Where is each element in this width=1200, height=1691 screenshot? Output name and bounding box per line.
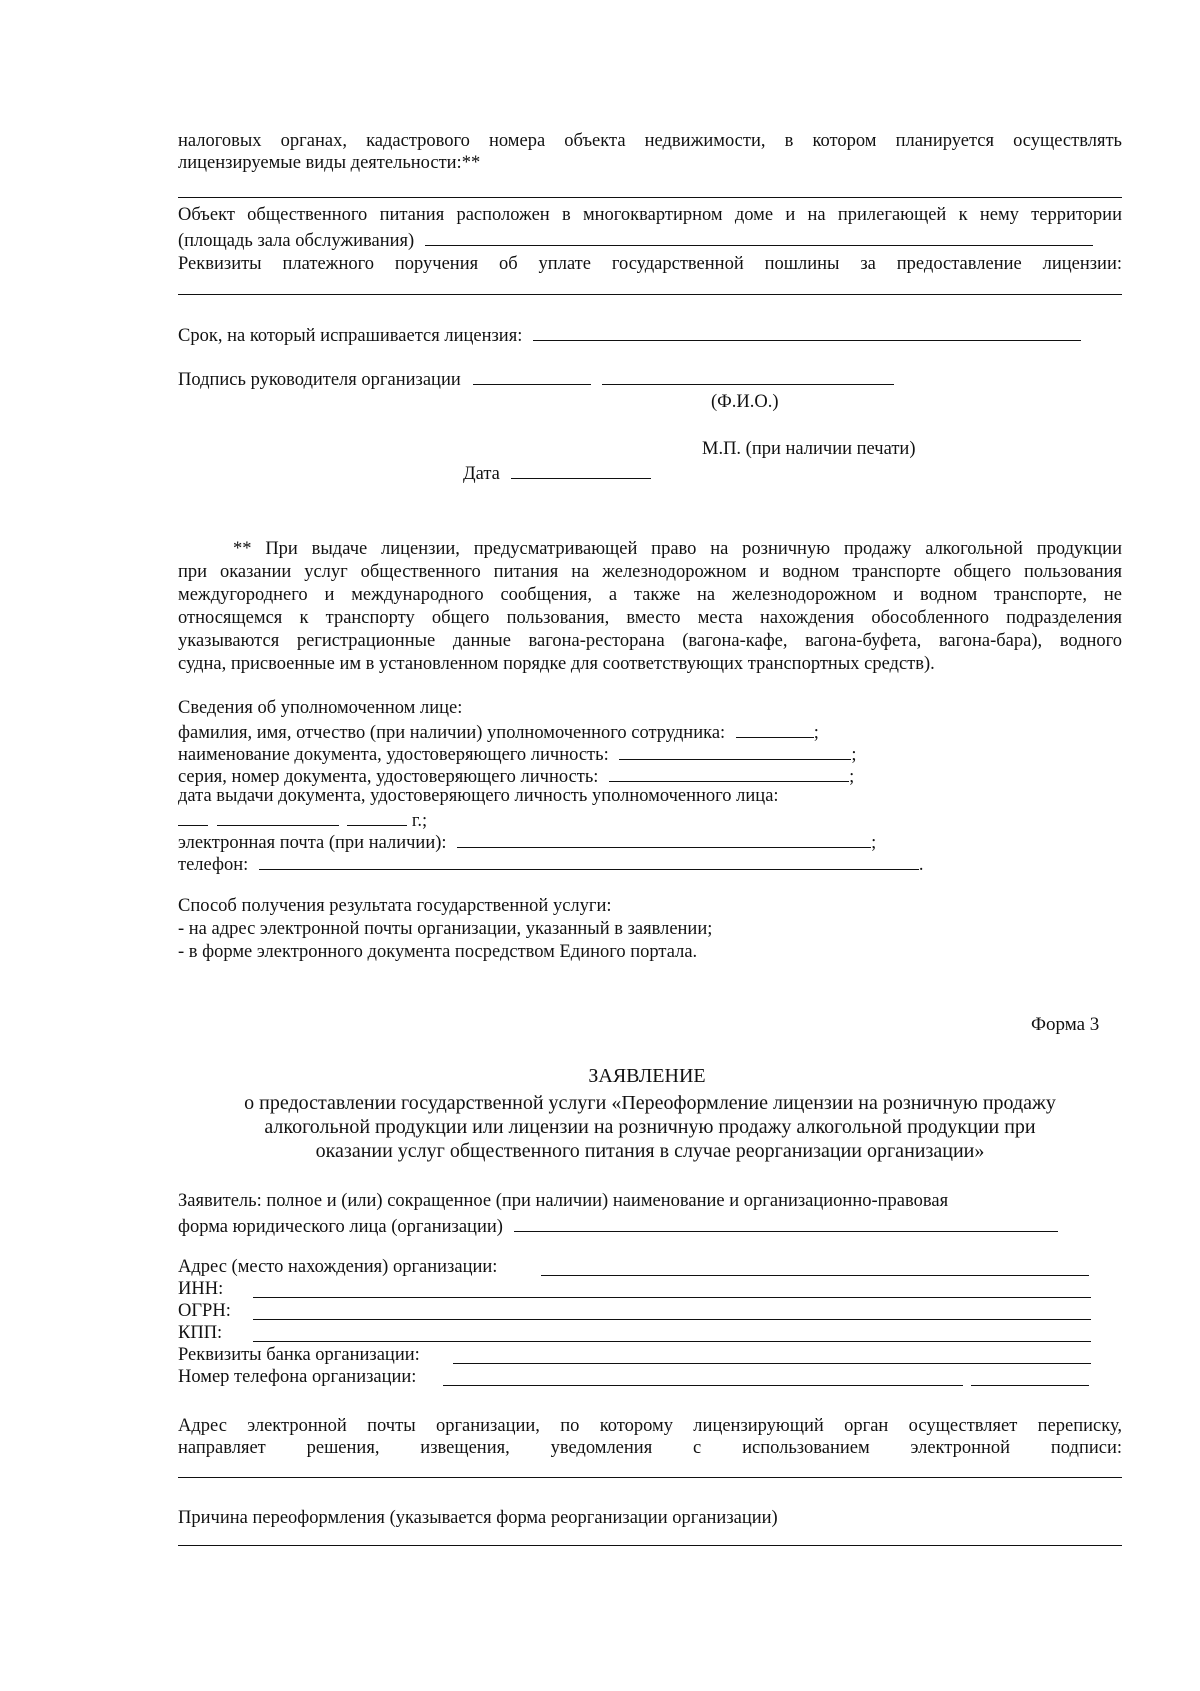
- head-signature-row: [178, 366, 894, 392]
- semicolon: ;: [871, 833, 877, 853]
- kpp-label: КПП:: [178, 1323, 223, 1343]
- semicolon: ;: [813, 723, 819, 743]
- head-signature-label: Подпись руководителя организации: [178, 370, 461, 390]
- form-3-subtitle-1: о предоставлении государственной услуги «Переоформление лицензии на розничную продажу: [244, 1092, 1056, 1114]
- date-label: Дата: [463, 464, 500, 484]
- result-option-2: - в форме электронного документа посредством Единого портала.: [178, 942, 698, 962]
- doc-number-label: серия, номер документа, удостоверяющего личность:: [178, 767, 599, 787]
- semicolon: ;: [851, 745, 857, 765]
- service-area-field[interactable]: [425, 227, 1093, 246]
- form-3-subtitle-2: алкогольной продукции или лицензии на розничную продажу алкогольной продукции при: [264, 1116, 1036, 1138]
- bank-field[interactable]: [453, 1363, 1091, 1364]
- applicant-line-1: Заявитель: полное и (или) сокращенное (при наличии) наименование и организационно-правовая: [178, 1191, 949, 1211]
- authorized-name-field[interactable]: [736, 719, 814, 738]
- address-field[interactable]: [541, 1275, 1089, 1276]
- phone-label: Номер телефона организации:: [178, 1367, 417, 1387]
- payment-details-label: Реквизиты платежного поручения об уплате государственной пошлины за предоставление лицензии:: [178, 254, 1122, 274]
- doc-date-month-field[interactable]: [217, 807, 339, 826]
- payment-details-field[interactable]: [178, 294, 1122, 295]
- reason-label: Причина переоформления (указывается форма реорганизации организации): [178, 1508, 778, 1528]
- applicant-name-field[interactable]: [514, 1213, 1058, 1232]
- org-email-line-1: Адрес электронной почты организации, по которому лицензирующий орган осуществляет переписку,: [178, 1416, 1122, 1436]
- footnote-line-6: судна, присвоенные им в установленном порядке для соответствующих транспортных средств).: [178, 654, 935, 674]
- kpp-field[interactable]: [253, 1341, 1091, 1342]
- doc-date-day-field[interactable]: [178, 807, 208, 826]
- form-3-heading: ЗАЯВЛЕНИЕ: [588, 1065, 706, 1087]
- catering-line-2-row: [178, 227, 1093, 253]
- footnote-line-2: при оказании услуг общественного питания на железнодорожном и водном транспорте общего пользования: [178, 562, 1122, 582]
- license-term-row: [178, 322, 1081, 348]
- license-term-field[interactable]: [533, 322, 1081, 341]
- bank-label: Реквизиты банка организации:: [178, 1345, 420, 1365]
- doc-name-label: наименование документа, удостоверяющего личность:: [178, 745, 609, 765]
- footnote-line-5: указываются регистрационные данные вагона-ресторана (вагона-кафе, вагона-буфета, вагона-бара), водного: [178, 631, 1122, 651]
- inn-label: ИНН:: [178, 1279, 224, 1299]
- result-title: Способ получения результата государственной услуги:: [178, 896, 612, 916]
- doc-date-label: дата выдачи документа, удостоверяющего личность уполномоченного лица:: [178, 786, 779, 806]
- doc-number-field[interactable]: [609, 763, 849, 782]
- signature-field[interactable]: [473, 366, 591, 385]
- inn-field[interactable]: [253, 1297, 1091, 1298]
- stamp-caption: М.П. (при наличии печати): [702, 439, 916, 459]
- date-row: [463, 460, 651, 486]
- form-3-subtitle-3: оказании услуг общественного питания в случае реорганизации организации»: [315, 1140, 985, 1162]
- footnote-line-1: ** При выдаче лицензии, предусматривающей право на розничную продажу алкогольной продукции: [233, 539, 1122, 559]
- footnote-line-3: междугороднего и международного сообщения, а также на железнодорожном и водном транспорте, не: [178, 585, 1122, 605]
- catering-line-1: Объект общественного питания расположен в многоквартирном доме и на прилегающей к нему территории: [178, 205, 1122, 225]
- authorized-email-field[interactable]: [457, 829, 871, 848]
- address-row: [178, 1256, 497, 1279]
- org-email-line-2: направляет решения, извещения, уведомления с использованием электронной подписи:: [178, 1438, 1122, 1458]
- org-email-field[interactable]: [178, 1477, 1122, 1478]
- applicant-line-2: форма юридического лица (организации): [178, 1217, 503, 1237]
- license-term-label: Срок, на который испрашивается лицензия:: [178, 326, 523, 346]
- org-phone-field[interactable]: [443, 1385, 963, 1386]
- authorized-email-label: электронная почта (при наличии):: [178, 833, 447, 853]
- cadastral-blank-line[interactable]: [178, 197, 1122, 198]
- fio-caption: (Ф.И.О.): [711, 392, 779, 412]
- intro-line-2: лицензируемые виды деятельности:**: [178, 153, 481, 173]
- org-phone-extra-field[interactable]: [971, 1385, 1089, 1386]
- authorized-title: Сведения об уполномоченном лице:: [178, 698, 463, 718]
- form-3-label: Форма 3: [1031, 1014, 1100, 1035]
- doc-date-year-field[interactable]: [347, 807, 407, 826]
- authorized-phone-row: [178, 851, 924, 877]
- authorized-phone-label: телефон:: [178, 855, 249, 875]
- authorized-phone-field[interactable]: [259, 851, 919, 870]
- applicant-row: [178, 1213, 1058, 1239]
- doc-name-field[interactable]: [619, 741, 851, 760]
- reason-field[interactable]: [178, 1545, 1122, 1546]
- period: .: [918, 855, 924, 875]
- head-name-field[interactable]: [602, 366, 894, 385]
- semicolon: ;: [849, 767, 855, 787]
- authorized-name-label: фамилия, имя, отчество (при наличии) уполномоченного сотрудника:: [178, 723, 726, 743]
- date-field[interactable]: [511, 460, 651, 479]
- ogrn-label: ОГРН:: [178, 1301, 231, 1321]
- intro-line-1: налоговых органах, кадастрового номера объекта недвижимости, в котором планируется осуществлять: [178, 131, 1122, 151]
- footnote-line-4: относящемся к транспорту общего пользования, вместо места нахождения обособленного подразделения: [178, 608, 1122, 628]
- catering-line-2: (площадь зала обслуживания): [178, 231, 415, 251]
- ogrn-field[interactable]: [253, 1319, 1091, 1320]
- year-suffix: г.;: [411, 811, 428, 831]
- result-option-1: - на адрес электронной почты организации, указанный в заявлении;: [178, 919, 713, 939]
- address-label: Адрес (место нахождения) организации:: [178, 1257, 498, 1277]
